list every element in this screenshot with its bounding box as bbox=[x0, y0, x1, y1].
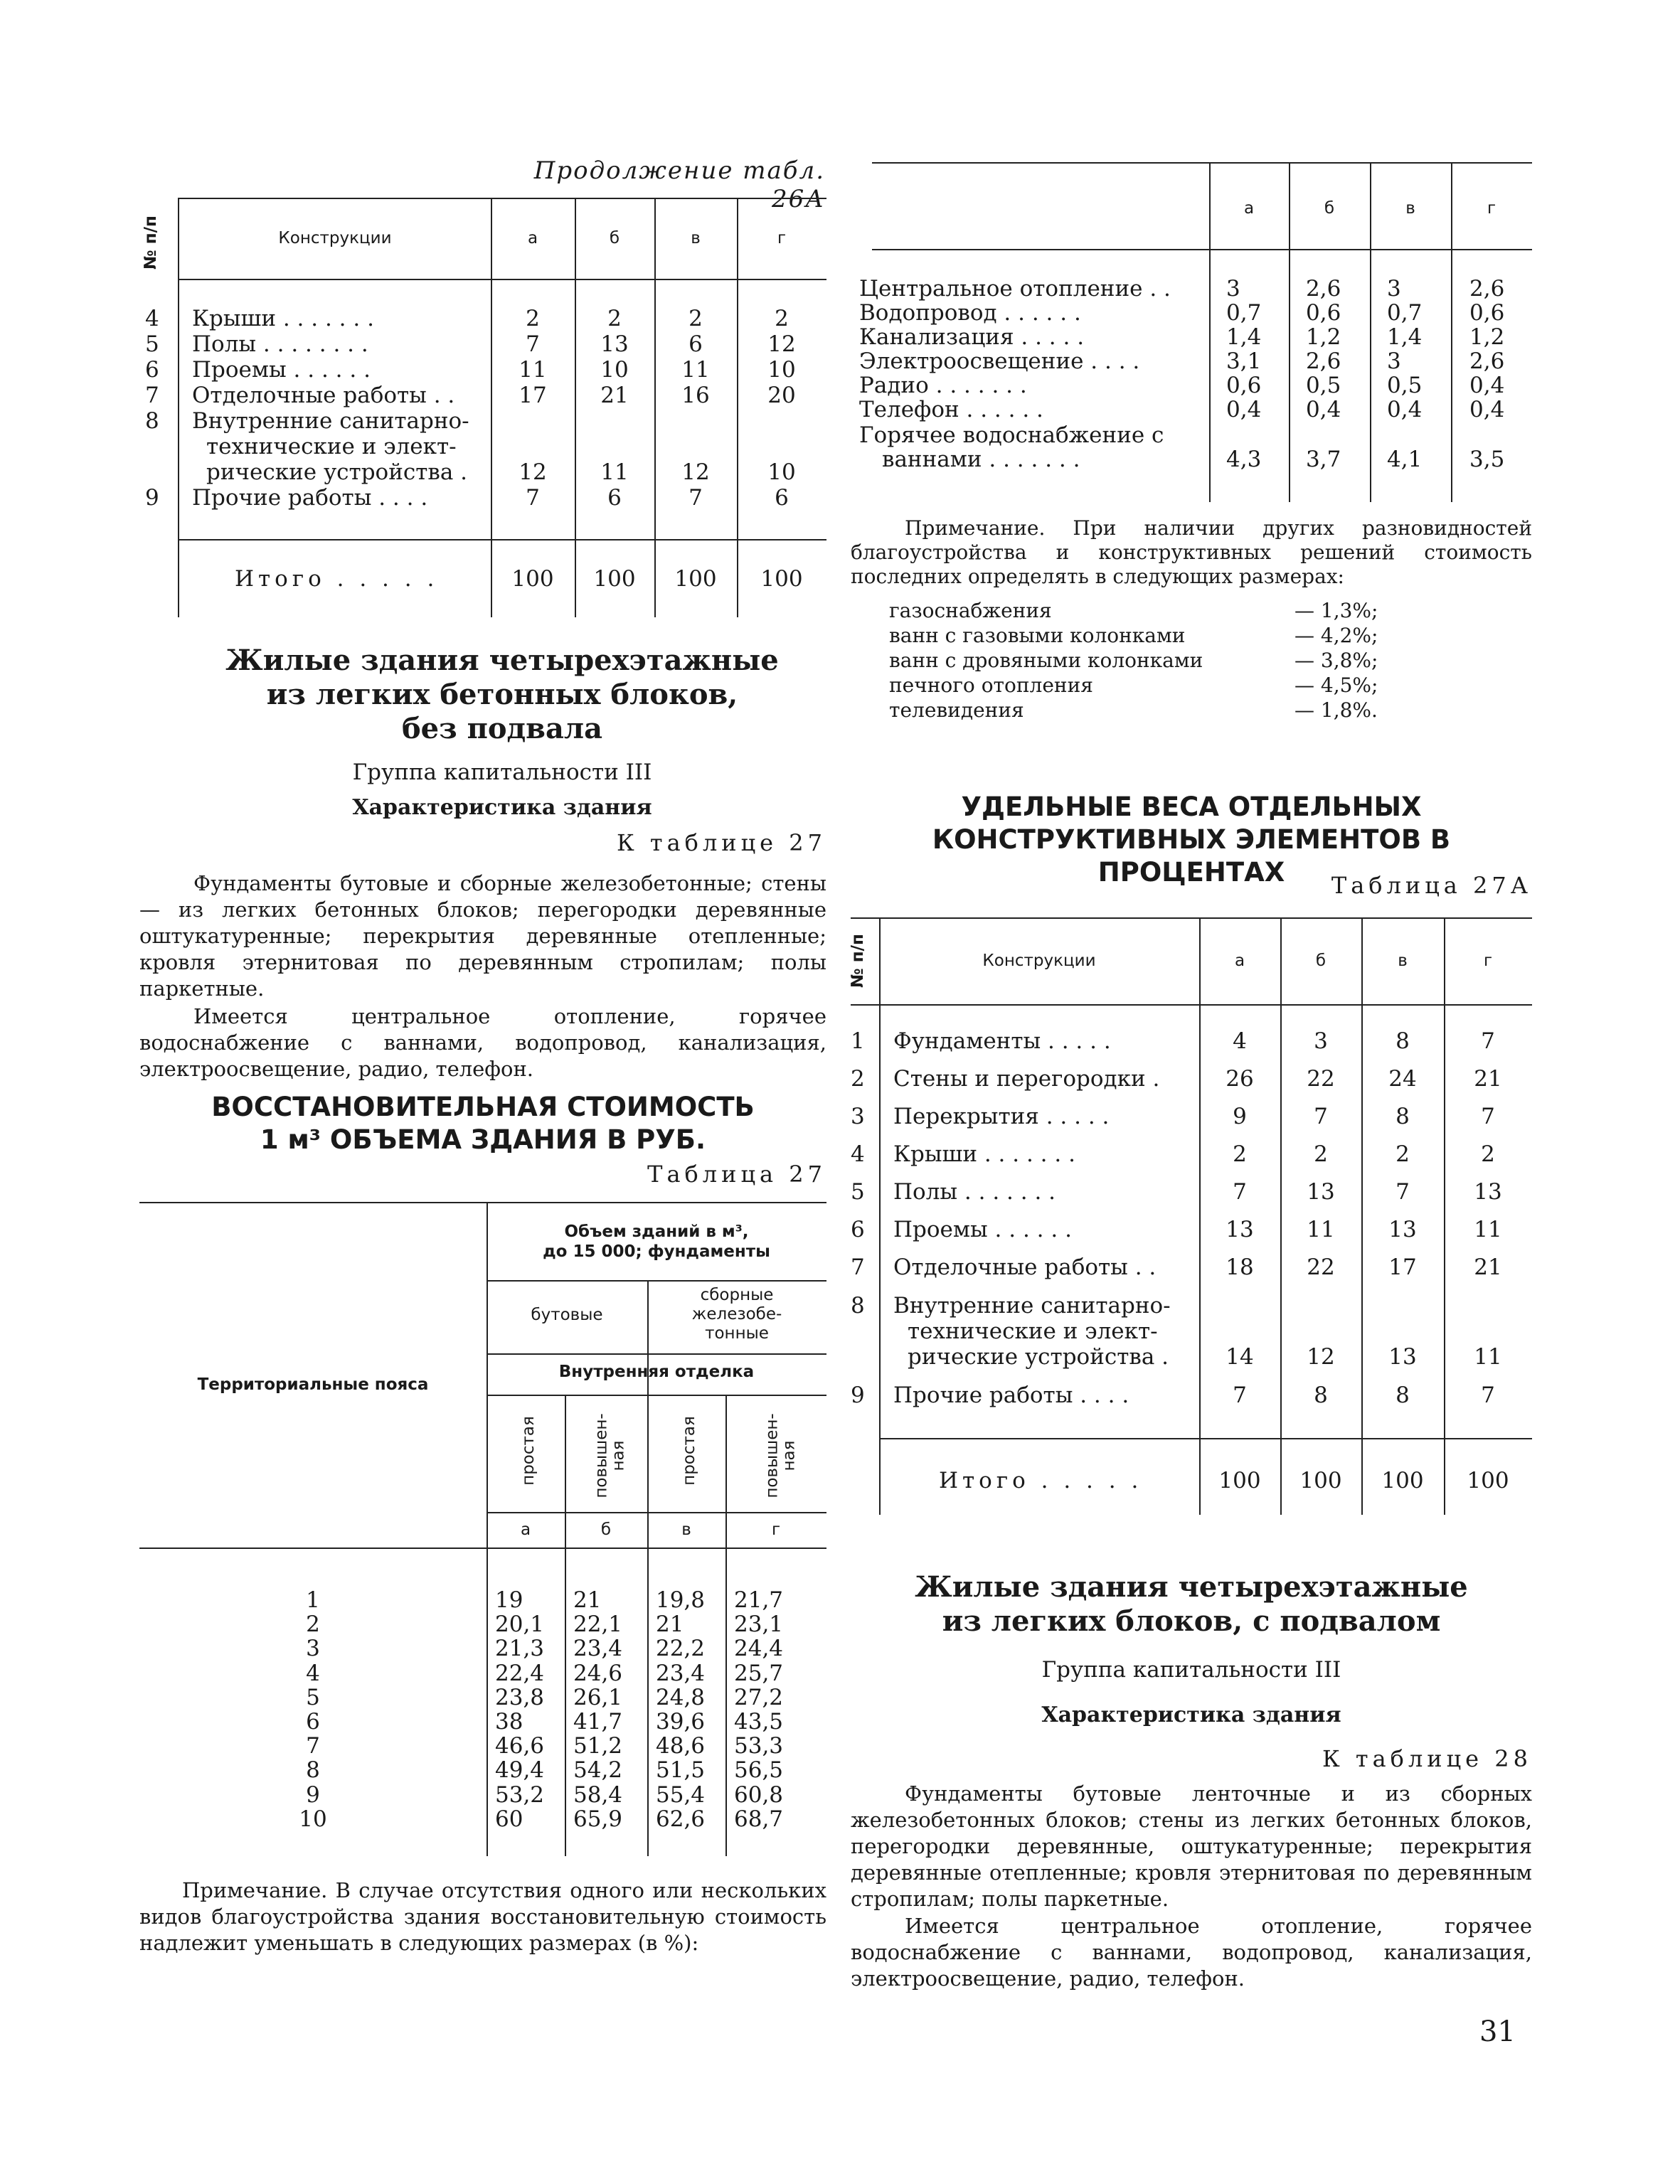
col-a-header: а bbox=[1243, 199, 1255, 218]
col-v-header: в bbox=[691, 229, 701, 247]
table27a-title: УДЕЛЬНЫЕ ВЕСА ОТДЕЛЬНЫХ КОНСТРУКТИВНЫХ ЭЛЕМЕНТОВ В ПРОЦЕНТАХ bbox=[932, 792, 1451, 888]
col-g-header: г bbox=[777, 229, 787, 247]
value-cell: 65,9 bbox=[573, 1806, 623, 1832]
col-b-header: б bbox=[609, 229, 620, 247]
zone-cell: 8 bbox=[306, 1757, 320, 1783]
value-cell: 58,4 bbox=[573, 1782, 623, 1808]
value-cell: 60,8 bbox=[734, 1782, 784, 1808]
col-num-header: № п/п bbox=[848, 934, 867, 988]
zone-header: Территориальные пояса bbox=[197, 1375, 429, 1394]
value-cell: 55,4 bbox=[656, 1782, 706, 1808]
section2-char: Характеристика здания bbox=[1041, 1703, 1341, 1727]
zone-cell: 3 bbox=[306, 1636, 320, 1661]
col-a-header: а bbox=[527, 229, 538, 247]
sub-a-header: простая bbox=[519, 1416, 538, 1486]
section1-para1: Фундаменты бутовые и сборные железобетонные; стены — из легких бетонных блоков; перегородки деревянные оштукатуренные; перекрытия деревянные отепленные; кровля этернитовая по деревянным стропилам; полы паркетные. bbox=[139, 871, 826, 1001]
value-cell: 23,4 bbox=[573, 1636, 623, 1661]
value-cell: 54,2 bbox=[573, 1757, 623, 1783]
value-cell: 56,5 bbox=[734, 1757, 784, 1783]
table-26a-caption: Продолжение табл. 26А bbox=[533, 156, 825, 213]
col-v-header: в bbox=[681, 1520, 691, 1539]
zone-cell: 4 bbox=[306, 1661, 320, 1686]
section1-group: Группа капитальности III bbox=[352, 760, 652, 785]
value-cell: 27,2 bbox=[734, 1685, 784, 1710]
value-cell: 22,4 bbox=[495, 1661, 545, 1686]
section1-char: Характеристика здания bbox=[352, 795, 652, 820]
section2-para2: Имеется центральное отопление, горячее водоснабжение с ваннами, водопровод, канализация, электроосвещение, радио, телефон. bbox=[851, 1914, 1532, 1991]
col-b-header: б bbox=[1315, 952, 1327, 970]
value-cell: 19 bbox=[495, 1587, 523, 1613]
value-cell: 68,7 bbox=[734, 1806, 784, 1832]
col-constr-header: Конструкции bbox=[278, 229, 392, 247]
col-g-header: г bbox=[771, 1520, 781, 1539]
value-cell: 25,7 bbox=[734, 1661, 784, 1686]
value-cell: 43,5 bbox=[734, 1709, 784, 1735]
section1-para2: Имеется центральное отопление, горячее водоснабжение с ваннами, водопровод, канализация, электроосвещение, радио, телефон. bbox=[139, 1004, 826, 1081]
section1-to-table: К таблице 27 bbox=[616, 829, 826, 856]
zone-cell: 7 bbox=[306, 1733, 320, 1759]
value-cell: 39,6 bbox=[656, 1709, 706, 1735]
zone-cell: 1 bbox=[306, 1587, 320, 1613]
value-cell: 49,4 bbox=[495, 1757, 545, 1783]
value-cell: 24,6 bbox=[573, 1661, 623, 1686]
reduce-note: Примечание. При наличии других разновидностей благоустройства и конструктивных решений стоимость последних определять в следующих размерах: bbox=[851, 516, 1532, 588]
finish-header: Внутренняя отделка bbox=[558, 1363, 755, 1381]
value-cell: 26,1 bbox=[573, 1685, 623, 1710]
col-g-header: г bbox=[1487, 199, 1496, 218]
value-cell: 41,7 bbox=[573, 1709, 623, 1735]
col-constr-header: Конструкции bbox=[982, 952, 1096, 970]
value-cell: 60 bbox=[495, 1806, 523, 1832]
zone-cell: 5 bbox=[306, 1685, 320, 1710]
table27-title: ВОССТАНОВИТЕЛЬНАЯ СТОИМОСТЬ 1 м³ ОБЪЕМА ЗДАНИЯ В РУБ. bbox=[211, 1092, 755, 1155]
value-cell: 22,1 bbox=[573, 1612, 623, 1637]
col-b-header: б bbox=[600, 1520, 612, 1539]
value-cell: 53,3 bbox=[734, 1733, 784, 1759]
section2-to-table: К таблице 28 bbox=[1322, 1745, 1532, 1772]
value-cell: 24,8 bbox=[656, 1685, 706, 1710]
section2-title: Жилые здания четырехэтажные из легких блоков, с подвалом bbox=[915, 1570, 1468, 1638]
volume-header: Объем зданий в м³, до 15 000; фундаменты bbox=[543, 1222, 770, 1261]
col-v-header: в bbox=[1398, 952, 1408, 970]
col-num-header: № п/п bbox=[141, 215, 160, 270]
section2-para1: Фундаменты бутовые ленточные и из сборных железобетонных блоков; стены из легких бетонных блоков, перегородки деревянные, оштукатуренные; перекрытия деревянные отепленные; кровля этернитовая по деревянным стропилам; полы паркетные. bbox=[851, 1781, 1532, 1911]
value-cell: 22,2 bbox=[656, 1636, 706, 1661]
page-number: 31 bbox=[1479, 2015, 1516, 2048]
col-g-header: г bbox=[1483, 952, 1493, 970]
section1-title: Жилые здания четырехэтажные из легких бетонных блоков, без подвала bbox=[225, 644, 779, 745]
value-cell: 21 bbox=[656, 1612, 684, 1637]
found-a-header: бутовые bbox=[531, 1306, 603, 1324]
zone-cell: 6 bbox=[306, 1709, 320, 1735]
zone-cell: 10 bbox=[299, 1806, 327, 1832]
table27a-caption: Таблица 27А bbox=[1331, 872, 1532, 899]
value-cell: 51,5 bbox=[656, 1757, 706, 1783]
found-b-header: сборные железобе- тонные bbox=[691, 1286, 782, 1343]
table27-caption: Таблица 27 bbox=[647, 1161, 826, 1188]
value-cell: 62,6 bbox=[656, 1806, 706, 1832]
value-cell: 51,2 bbox=[573, 1733, 623, 1759]
value-cell: 21,3 bbox=[495, 1636, 545, 1661]
col-a-header: а bbox=[520, 1520, 531, 1539]
col-b-header: б bbox=[1324, 199, 1335, 218]
value-cell: 23,1 bbox=[734, 1612, 784, 1637]
value-cell: 23,4 bbox=[656, 1661, 706, 1686]
value-cell: 21,7 bbox=[734, 1587, 784, 1613]
col-a-header: а bbox=[1234, 952, 1245, 970]
value-cell: 38 bbox=[495, 1709, 523, 1735]
value-cell: 19,8 bbox=[656, 1587, 706, 1613]
sub-b-header: повышен- ная bbox=[592, 1413, 628, 1498]
section2-group: Группа капитальности III bbox=[1041, 1657, 1341, 1683]
value-cell: 20,1 bbox=[495, 1612, 545, 1637]
value-cell: 46,6 bbox=[495, 1733, 545, 1759]
col-v-header: в bbox=[1405, 199, 1415, 218]
value-cell: 24,4 bbox=[734, 1636, 784, 1661]
sub-d-header: повышен- ная bbox=[762, 1413, 799, 1498]
zone-cell: 9 bbox=[306, 1782, 320, 1808]
value-cell: 21 bbox=[573, 1587, 602, 1613]
value-cell: 53,2 bbox=[495, 1782, 545, 1808]
sub-c-header: простая bbox=[679, 1416, 698, 1486]
table27-note: Примечание. В случае отсутствия одного или нескольких видов благоустройства здания восстановительную стоимость надлежит уменьшать в следующих размерах (в %): bbox=[139, 1878, 826, 1955]
value-cell: 23,8 bbox=[495, 1685, 545, 1710]
zone-cell: 2 bbox=[306, 1612, 320, 1637]
value-cell: 48,6 bbox=[656, 1733, 706, 1759]
